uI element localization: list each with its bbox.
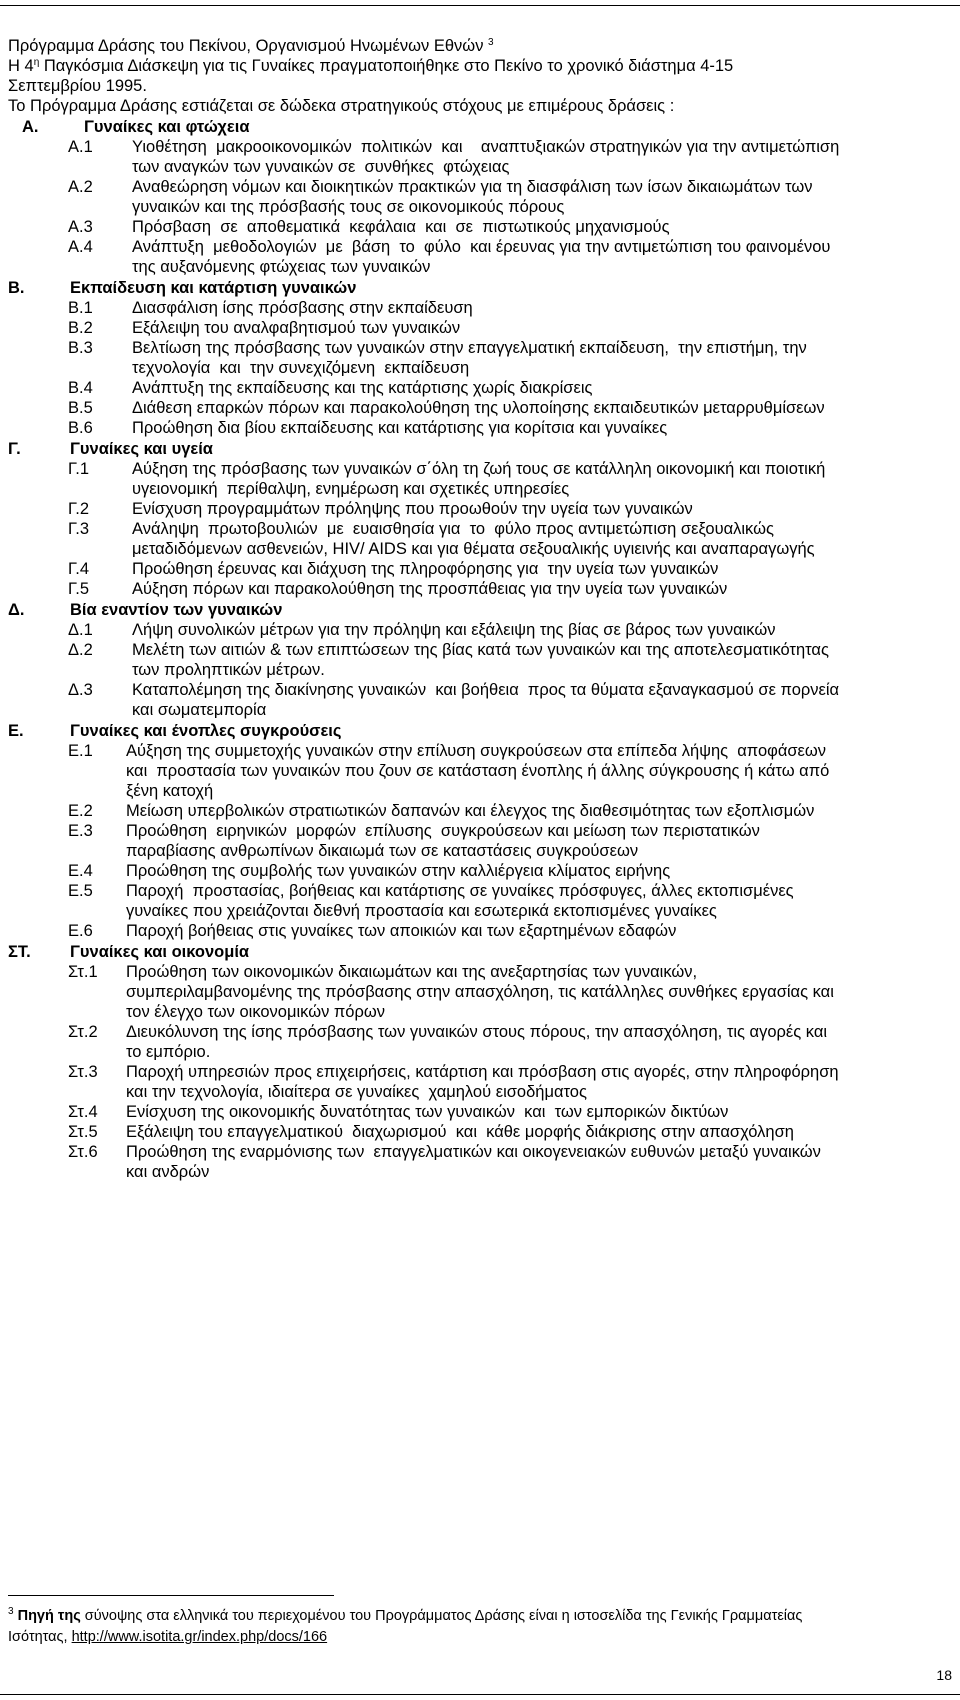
objective-item <box>8 1062 953 1102</box>
item-text <box>132 499 953 519</box>
item-text <box>132 418 953 438</box>
objective-item <box>8 217 953 237</box>
item-number: Στ.5 <box>68 1123 98 1141</box>
item-text-line: Παροχή προστασίας, βοήθειας και κατάρτισης σε γυναίκες πρόσφυγες, άλλες εκτοπισμένες <box>126 882 794 900</box>
section-heading <box>8 600 953 620</box>
item-text-line: το εμπόριο. <box>126 1043 211 1061</box>
item-text-line: Αύξηση της συμμετοχής γυναικών στην επίλυση συγκρούσεων στα επίπεδα λήψης αποφάσεων <box>126 742 827 760</box>
item-text <box>132 640 953 680</box>
item-text-line: Αναθεώρηση νόμων και διοικητικών πρακτικών για τη διασφάλιση των ίσων δικαιωμάτων των <box>132 178 813 196</box>
objective-item <box>8 338 953 378</box>
item-text <box>132 217 953 237</box>
objective-item <box>8 137 953 177</box>
item-text <box>132 237 953 277</box>
item-text <box>132 620 953 640</box>
item-number: Α.1 <box>68 138 93 156</box>
item-text <box>126 821 953 861</box>
bottom-rule <box>0 1694 960 1695</box>
item-number: Στ.4 <box>68 1103 98 1121</box>
item-text-line: υγειονομική περίθαλψη, ενημέρωση και σχετικές υπηρεσίες <box>132 480 570 498</box>
item-text <box>132 519 953 559</box>
footnote-ref[interactable]: 3 <box>488 37 494 48</box>
intro-line-4: Το Πρόγραμμα Δράσης εστιάζεται σε δώδεκα στρατηγικούς στόχους με επιμέρους δράσεις : <box>8 97 675 115</box>
item-text-line: Προώθηση ειρηνικών μορφών επίλυσης συγκρούσεων και μείωση των περιστατικών <box>126 822 760 840</box>
page-number: 18 <box>936 1667 952 1683</box>
item-text <box>132 459 953 499</box>
item-text-line: γυναίκες που χρειάζονται διεθνή προστασία και εσωτερικά εκτοπισμένες γυναίκες <box>126 902 717 920</box>
objective-item <box>8 378 953 398</box>
objective-item <box>8 579 953 599</box>
objective-item <box>8 741 953 801</box>
intro-line-3: Σεπτεμβρίου 1995. <box>8 77 147 95</box>
objective-item <box>8 1102 953 1122</box>
objective-item <box>8 861 953 881</box>
item-text-line: και σωματεμπορία <box>132 701 267 719</box>
item-number: Β.1 <box>68 299 93 317</box>
section-number: Δ. <box>8 601 25 619</box>
item-text-line: και προστασία των γυναικών που ζουν σε κατάσταση ένοπλης ή άλλης σύγκρουσης ή κάτω από <box>126 762 830 780</box>
item-text <box>126 861 953 881</box>
footnote-line-1: $^3$ Πηγή της σύνοψης στα ελληνικά του περιεχομένου του Προγράμματος Δράσης είναι η ιστοσελίδα της Γενικής Γραμματείας <box>8 1606 803 1624</box>
objective-item <box>8 318 953 338</box>
item-text-line: Προώθηση έρευνας και διάχυση της πληροφόρησης για την υγεία των γυναικών <box>132 560 719 578</box>
objective-item <box>8 418 953 438</box>
item-number: Στ.3 <box>68 1063 98 1081</box>
item-number: Β.6 <box>68 419 93 437</box>
item-text-line: Ανάπτυξη μεθοδολογιών με βάση το φύλο και έρευνας για την αντιμετώπιση του φαινομένου <box>132 238 831 256</box>
item-text <box>126 1102 953 1122</box>
objective-item <box>8 962 953 1022</box>
objective-item <box>8 1142 953 1182</box>
footnote-separator <box>8 1595 334 1596</box>
item-text-line: Εξάλειψη του αναλφαβητισμού των γυναικών <box>132 319 461 337</box>
section-number: ΣΤ. <box>8 943 31 961</box>
item-text-line: Ενίσχυση της οικονομικής δυνατότητας των γυναικών και των εμπορικών δικτύων <box>126 1103 729 1121</box>
item-number: Γ.4 <box>68 560 90 578</box>
objective-item <box>8 499 953 519</box>
section-title: Εκπαίδευση και κατάρτιση γυναικών <box>70 279 357 297</box>
item-text <box>132 298 953 318</box>
item-text <box>132 318 953 338</box>
item-text <box>126 741 953 801</box>
objective-item <box>8 298 953 318</box>
item-text-line: Διασφάλιση ίσης πρόσβασης στην εκπαίδευση <box>132 299 473 317</box>
item-number: Ε.5 <box>68 882 93 900</box>
item-text-line: των προληπτικών μέτρων. <box>132 661 325 679</box>
item-text <box>126 1142 953 1182</box>
item-text <box>132 177 953 217</box>
item-text <box>132 137 953 177</box>
item-text <box>132 398 953 418</box>
item-text-line: Παροχή βοήθειας στις γυναίκες των αποικιών και των εξαρτημένων εδαφών <box>126 922 677 940</box>
item-text-line: Διάθεση επαρκών πόρων και παρακολούθηση της υλοποίησης εκπαιδευτικών μεταρρυθμίσεων <box>132 399 825 417</box>
item-number: Α.4 <box>68 238 93 256</box>
item-number: Στ.1 <box>68 963 98 981</box>
item-text <box>126 1062 953 1102</box>
item-number: Β.2 <box>68 319 93 337</box>
item-number: Δ.1 <box>68 621 93 639</box>
top-rule <box>0 5 960 6</box>
item-text-line: Βελτίωση της πρόσβασης των γυναικών στην επαγγελματική εκπαίδευση, την επιστήμη, την <box>132 339 807 357</box>
objective-item <box>8 821 953 861</box>
objective-item <box>8 801 953 821</box>
item-number: Στ.2 <box>68 1023 98 1041</box>
section-heading <box>8 117 953 137</box>
item-number: Ε.2 <box>68 802 93 820</box>
objective-item <box>8 921 953 941</box>
item-text-line: τεχνολογία και την συνεχιζόμενη εκπαίδευση <box>132 359 470 377</box>
section-number: Α. <box>22 118 39 136</box>
item-text-line: Καταπολέμηση της διακίνησης γυναικών και βοήθεια προς τα θύματα εξαναγκασμού σε πορνεία <box>132 681 840 699</box>
item-text-line: Ανάληψη πρωτοβουλιών με ευαισθησία για το φύλο προς αντιμετώπιση σεξουαλικώς <box>132 520 774 538</box>
item-text-line: της αυξανόμενης φτώχειας των γυναικών <box>132 258 431 276</box>
item-text-line: ξένη κατοχή <box>126 782 214 800</box>
item-text <box>132 680 953 720</box>
objective-item <box>8 1022 953 1062</box>
item-text-line: των αναγκών των γυναικών σε συνθήκες φτώχειας <box>132 158 510 176</box>
objective-item <box>8 640 953 680</box>
item-text-line: Διευκόλυνση της ίσης πρόσβασης των γυναικών στους πόρους, την απασχόληση, τις αγορές και <box>126 1023 828 1041</box>
item-number: Ε.6 <box>68 922 93 940</box>
section-number: Β. <box>8 279 25 297</box>
item-text <box>126 1022 953 1062</box>
item-number: Γ.2 <box>68 500 90 518</box>
section-title: Γυναίκες και ένοπλες συγκρούσεις <box>70 722 342 740</box>
item-number: Δ.3 <box>68 681 93 699</box>
item-text-line: Μελέτη των αιτιών & των επιπτώσεων της βίας κατά των γυναικών και της αποτελεσματικότητας <box>132 641 829 659</box>
item-number: Γ.5 <box>68 580 90 598</box>
item-text <box>132 338 953 378</box>
section-heading <box>8 439 953 459</box>
item-text <box>126 881 953 921</box>
intro-line-2: Η $4^\eta$ Παγκόσμια Διάσκεψη για τις Γυναίκες πραγματοποιήθηκε στο Πεκίνο το χρονικό διάστημα 4-15 <box>8 57 734 75</box>
item-text-line: μεταδιδόμενων ασθενειών, HIV/ AIDS και για θέματα σεξουαλικής υγιεινής και αναπαραγωγής <box>132 540 815 558</box>
item-number: Α.2 <box>68 178 93 196</box>
item-text-line: γυναικών και της πρόσβασής τους σε οικονομικούς πόρους <box>132 198 565 216</box>
intro-line-1: Πρόγραμμα Δράσης του Πεκίνου, Οργανισμού Ηνωμένων Εθνών $^3$ <box>8 37 494 55</box>
section-number: Γ. <box>8 440 21 458</box>
item-text-line: Προώθηση των οικονομικών δικαιωμάτων και της ανεξαρτησίας των γυναικών, <box>126 963 698 981</box>
item-text-line: Ανάπτυξη της εκπαίδευσης και της κατάρτισης χωρίς διακρίσεις <box>132 379 593 397</box>
item-text-line: Πρόσβαση σε αποθεματικά κεφάλαια και σε πιστωτικούς μηχανισμούς <box>132 218 670 236</box>
item-number: Δ.2 <box>68 641 93 659</box>
item-text <box>126 801 953 821</box>
item-text <box>126 921 953 941</box>
item-text-line: Λήψη συνολικών μέτρων για την πρόληψη και εξάλειψη της βίας σε βάρος των γυναικών <box>132 621 776 639</box>
objective-item <box>8 398 953 418</box>
item-text-line: Προώθηση της συμβολής των γυναικών στην καλλιέργεια κλίματος ειρήνης <box>126 862 671 880</box>
item-number: Γ.3 <box>68 520 90 538</box>
footnote-line-2: Ισότητας, http://www.isotita.gr/index.php/docs/166 <box>8 1629 328 1645</box>
objective-item <box>8 680 953 720</box>
section-number: Ε. <box>8 722 24 740</box>
item-number: Ε.1 <box>68 742 93 760</box>
section-title: Βία εναντίον των γυναικών <box>70 601 283 619</box>
objective-item <box>8 459 953 499</box>
section-heading <box>8 278 953 298</box>
item-text <box>132 579 953 599</box>
objective-item <box>8 519 953 559</box>
item-text-line: παραβίασης ανθρωπίνων δικαιωμά των σε καταστάσεις συγκρούσεων <box>126 842 639 860</box>
objectives-list <box>8 117 953 1182</box>
item-number: Ε.3 <box>68 822 93 840</box>
section-title: Γυναίκες και φτώχεια <box>84 118 250 136</box>
item-text-line: τον έλεγχο των οικονομικών πόρων <box>126 1003 385 1021</box>
item-text-line: Ενίσχυση προγραμμάτων πρόληψης που προωθούν την υγεία των γυναικών <box>132 500 693 518</box>
item-text-line: Μείωση υπερβολικών στρατιωτικών δαπανών και έλεγχος της διαθεσιμότητας των εξοπλισμών <box>126 802 815 820</box>
item-text-line: Εξάλειψη του επαγγελματικού διαχωρισμού και κάθε μορφής διάκρισης στην απασχόληση <box>126 1123 794 1141</box>
footnote-link[interactable]: http://www.isotita.gr/index.php/docs/166 <box>71 1629 328 1645</box>
item-text-line: Προώθηση της εναρμόνισης των επαγγελματικών και οικογενειακών ευθυνών μεταξύ γυναικών <box>126 1143 821 1161</box>
objective-item <box>8 881 953 921</box>
item-number: Β.3 <box>68 339 93 357</box>
item-number: Στ.6 <box>68 1143 98 1161</box>
objective-item <box>8 237 953 277</box>
item-text-line: Αύξηση της πρόσβασης των γυναικών σ΄όλη τη ζωή τους σε κατάλληλη οικονομική και ποιοτική <box>132 460 826 478</box>
item-text-line: συμπεριλαμβανομένης της πρόσβασης στην απασχόληση, τις κατάλληλες συνθήκες εργασίας και <box>126 983 834 1001</box>
item-number: Ε.4 <box>68 862 93 880</box>
item-number: Α.3 <box>68 218 93 236</box>
item-number: Β.5 <box>68 399 93 417</box>
item-number: Β.4 <box>68 379 93 397</box>
section-title: Γυναίκες και υγεία <box>70 440 213 458</box>
section-heading <box>8 721 953 741</box>
objective-item <box>8 177 953 217</box>
footnote <box>8 1606 953 1648</box>
item-text-line: Προώθηση δια βίου εκπαίδευσης και κατάρτισης για κορίτσια και γυναίκες <box>132 419 668 437</box>
section-heading <box>8 942 953 962</box>
objective-item <box>8 559 953 579</box>
item-text <box>132 559 953 579</box>
document-body <box>8 36 953 1182</box>
item-text-line: Παροχή υπηρεσιών προς επιχειρήσεις, κατάρτιση και πρόσβαση στις αγορές, στην πληροφόρηση <box>126 1063 839 1081</box>
objective-item <box>8 620 953 640</box>
item-text-line: Αύξηση πόρων και παρακολούθηση της προσπάθειας για την υγεία των γυναικών <box>132 580 728 598</box>
item-text <box>132 378 953 398</box>
item-text-line: Υιοθέτηση μακροοικονομικών πολιτικών και αναπτυξιακών στρατηγικών για την αντιμετώπιση <box>132 138 840 156</box>
item-number: Γ.1 <box>68 460 90 478</box>
item-text-line: και την τεχνολογία, ιδιαίτερα σε γυναίκες χαμηλού εισοδήματος <box>126 1083 587 1101</box>
item-text <box>126 962 953 1022</box>
section-title: Γυναίκες και οικονομία <box>70 943 250 961</box>
objective-item <box>8 1122 953 1142</box>
item-text <box>126 1122 953 1142</box>
item-text-line: και ανδρών <box>126 1163 210 1181</box>
